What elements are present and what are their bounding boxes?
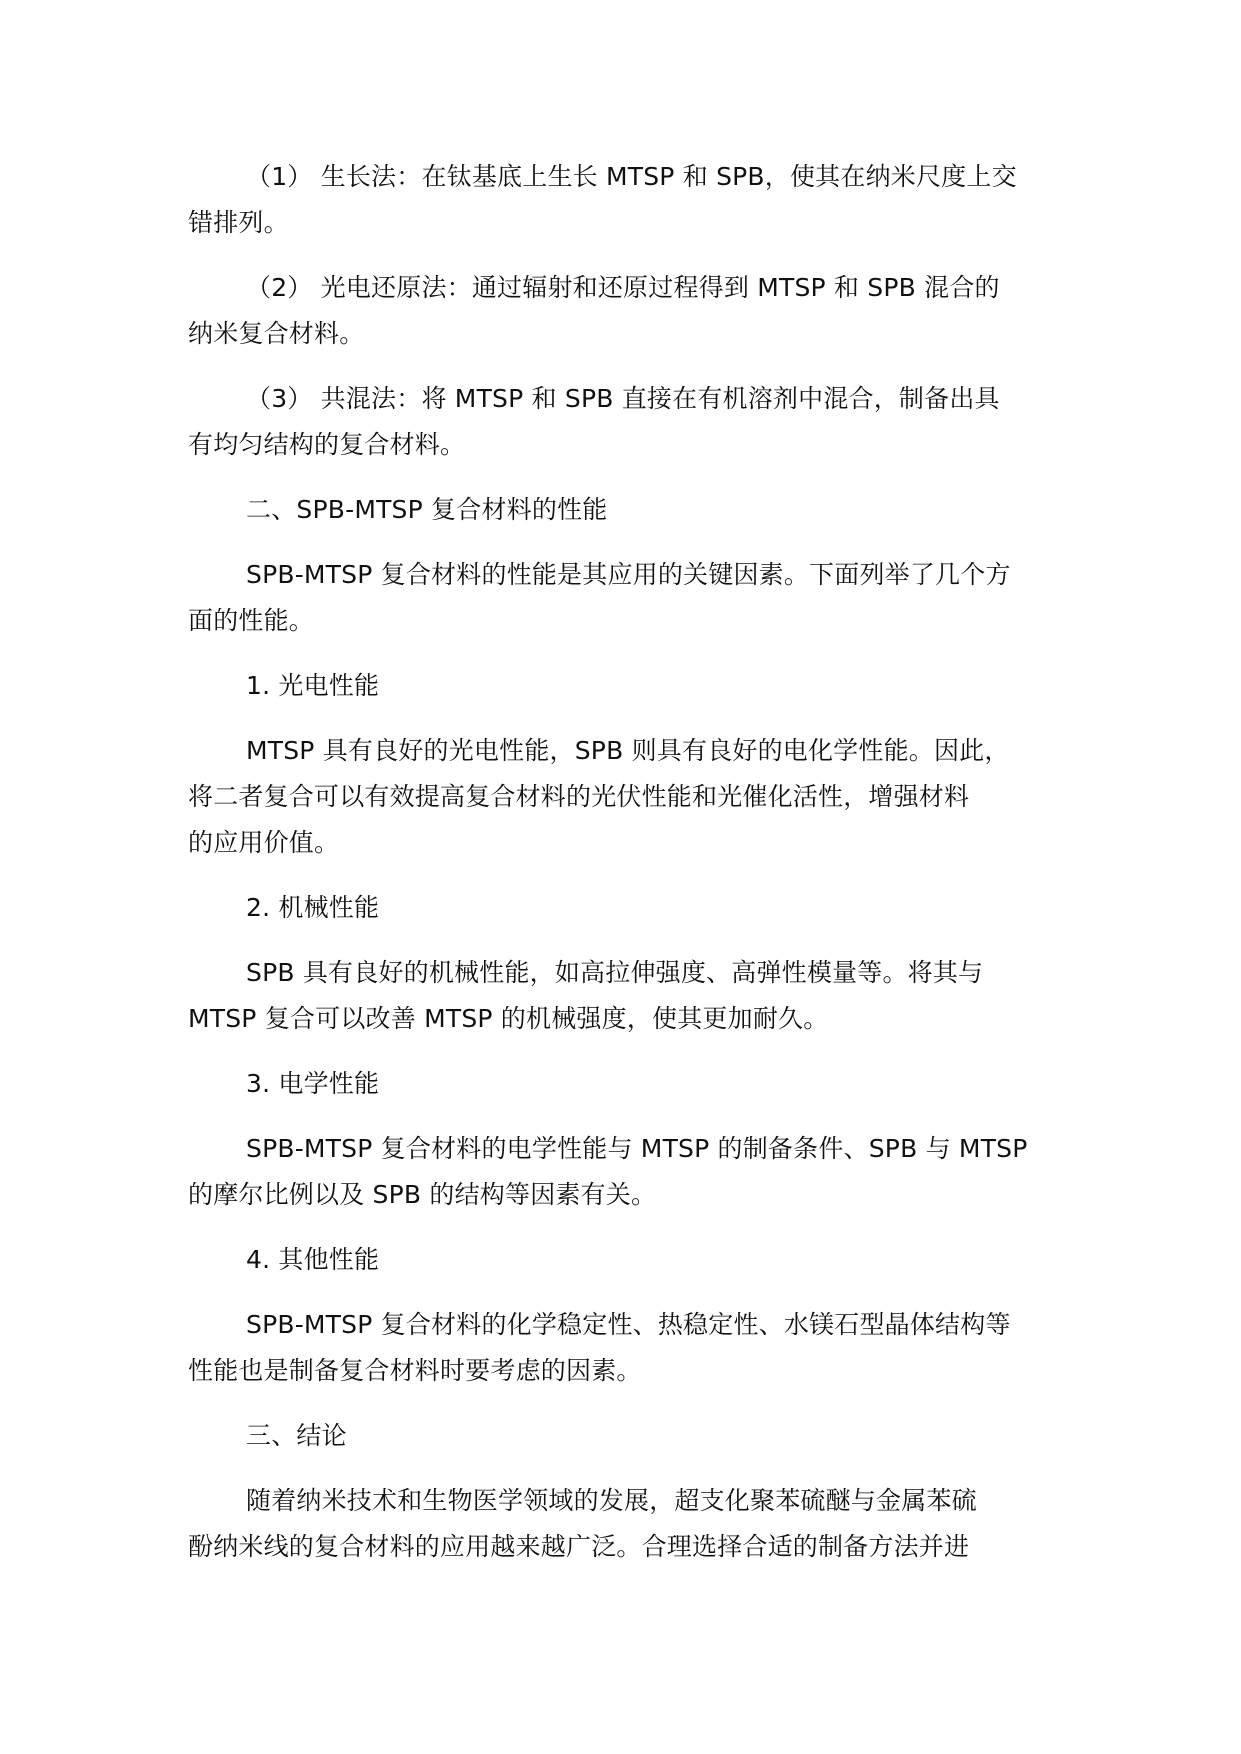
paragraph-photoelectric [188, 728, 1058, 866]
paragraph-other [188, 1302, 1058, 1394]
paragraph-method-blending [188, 376, 1058, 468]
text-line: 的应用价值。 [188, 828, 340, 857]
subheading-other [188, 1237, 1058, 1283]
subheading-photoelectric [188, 663, 1058, 709]
text-line: （1） 生长法：在钛基底上生长 MTSP 和 SPB，使其在纳米尺度上交 [246, 162, 1017, 191]
text-line: 将二者复合可以有效提高复合材料的光伏性能和光催化活性，增强材料 [188, 782, 970, 811]
text-line: MTSP 具有良好的光电性能，SPB 则具有良好的电化学性能。因此， [246, 736, 1010, 765]
heading-text: 4. 其他性能 [246, 1245, 380, 1274]
subheading-mechanical [188, 885, 1058, 931]
document-body [188, 154, 1058, 1589]
paragraph-method-photoreduction [188, 265, 1058, 357]
text-line: 的摩尔比例以及 SPB 的结构等因素有关。 [188, 1180, 657, 1209]
paragraph-properties-intro [188, 552, 1058, 644]
heading-text: 2. 机械性能 [246, 893, 380, 922]
text-line: 错排列。 [188, 208, 289, 237]
subheading-electrical [188, 1061, 1058, 1107]
text-line: （2） 光电还原法：通过辐射和还原过程得到 MTSP 和 SPB 混合的 [246, 273, 1000, 302]
text-line: （3） 共混法：将 MTSP 和 SPB 直接在有机溶剂中混合，制备出具 [246, 384, 1000, 413]
section-heading-properties [188, 487, 1058, 533]
text-line: 性能也是制备复合材料时要考虑的因素。 [188, 1356, 642, 1385]
heading-text: 三、结论 [246, 1421, 347, 1450]
text-line: MTSP 复合可以改善 MTSP 的机械强度，使其更加耐久。 [188, 1004, 829, 1033]
text-line: 有均匀结构的复合材料。 [188, 430, 466, 459]
section-heading-conclusion [188, 1413, 1058, 1459]
paragraph-method-growth [188, 154, 1058, 246]
text-line: 纳米复合材料。 [188, 319, 365, 348]
heading-text: 1. 光电性能 [246, 671, 380, 700]
text-line: SPB-MTSP 复合材料的电学性能与 MTSP 的制备条件、SPB 与 MTSP [246, 1134, 1028, 1163]
text-line: 随着纳米技术和生物医学领域的发展，超支化聚苯硫醚与金属苯硫 [246, 1486, 977, 1515]
paragraph-mechanical [188, 950, 1058, 1042]
text-line: 酚纳米线的复合材料的应用越来越广泛。合理选择合适的制备方法并进 [188, 1532, 970, 1561]
text-line: SPB-MTSP 复合材料的性能是其应用的关键因素。下面列举了几个方 [246, 560, 1011, 589]
text-line: 面的性能。 [188, 606, 315, 635]
heading-text: 3. 电学性能 [246, 1069, 380, 1098]
paragraph-conclusion [188, 1478, 1058, 1570]
heading-text: 二、SPB-MTSP 复合材料的性能 [246, 495, 608, 524]
text-line: SPB 具有良好的机械性能，如高拉伸强度、高弹性模量等。将其与 [246, 958, 984, 987]
text-line: SPB-MTSP 复合材料的化学稳定性、热稳定性、水镁石型晶体结构等 [246, 1310, 1011, 1339]
paragraph-electrical [188, 1126, 1058, 1218]
